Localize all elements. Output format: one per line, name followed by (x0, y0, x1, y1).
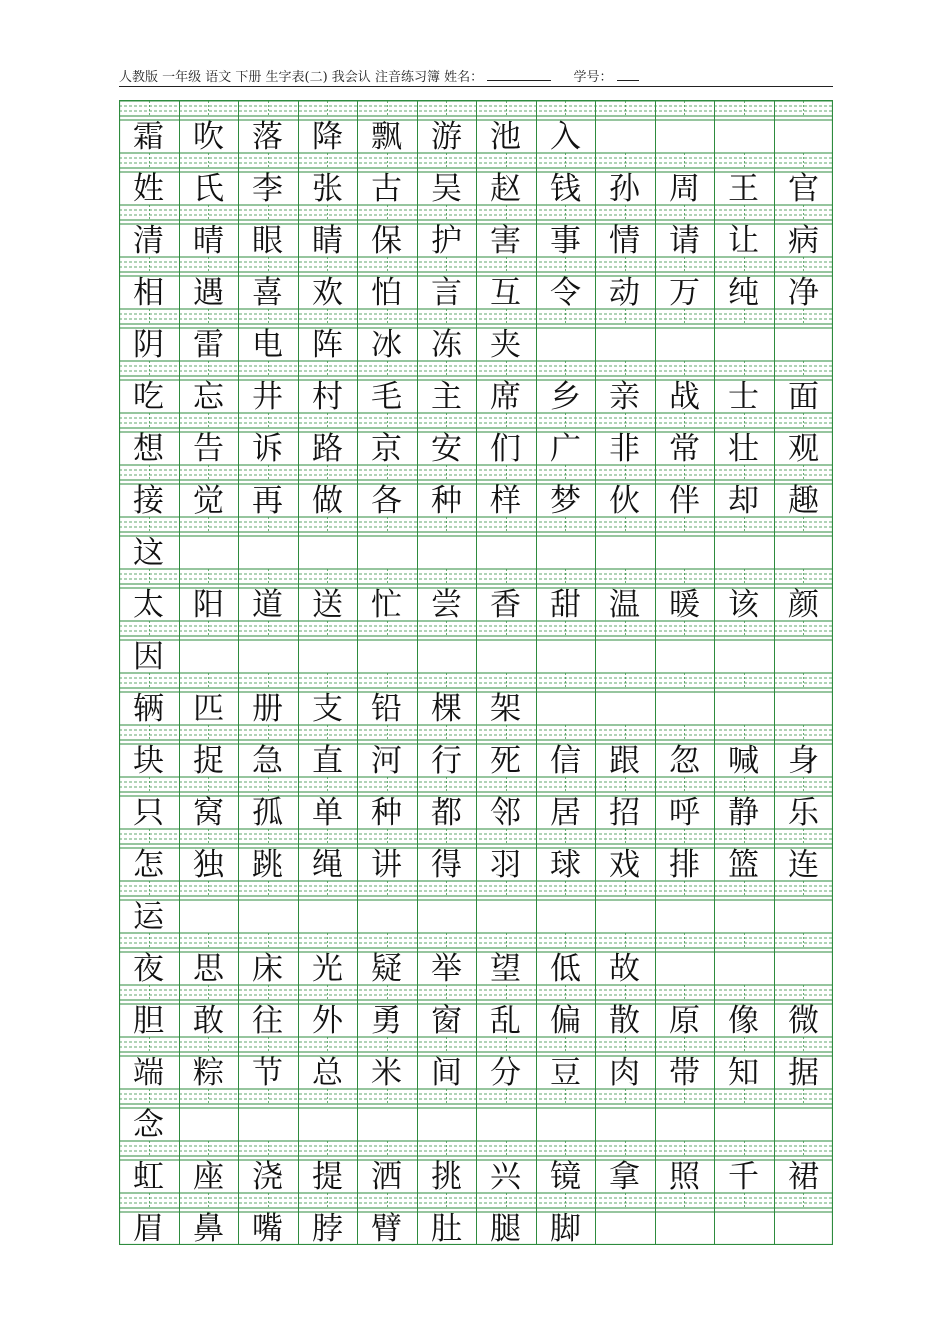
hanzi-character: 暖 (669, 587, 700, 623)
hanzi-character: 肉 (609, 1055, 640, 1091)
hanzi-character: 散 (609, 1003, 640, 1039)
hanzi-character: 面 (788, 379, 819, 415)
hanzi-character: 相 (133, 275, 164, 311)
character-row (119, 880, 833, 935)
hanzi-character: 招 (609, 795, 640, 831)
hanzi-character: 居 (550, 795, 581, 831)
hanzi-character: 敢 (193, 1003, 224, 1039)
hanzi-character: 架 (490, 691, 521, 727)
hanzi-character: 浇 (252, 1159, 283, 1195)
hanzi-character: 情 (609, 223, 640, 259)
hanzi-character: 照 (669, 1159, 700, 1195)
hanzi-character: 捉 (193, 743, 224, 779)
character-row (119, 360, 833, 415)
hanzi-character: 阴 (133, 327, 164, 363)
hanzi-character: 床 (252, 951, 283, 987)
hanzi-character: 接 (133, 483, 164, 519)
hanzi-character: 往 (252, 1003, 283, 1039)
hanzi-character: 席 (490, 379, 521, 415)
hanzi-character: 毛 (371, 379, 402, 415)
hanzi-character: 都 (431, 795, 462, 831)
number-blank (617, 67, 639, 81)
hanzi-character: 知 (728, 1055, 759, 1091)
hanzi-character: 辆 (133, 691, 164, 727)
hanzi-character: 阳 (193, 587, 224, 623)
hanzi-character: 绳 (312, 847, 343, 883)
hanzi-character: 运 (133, 899, 164, 935)
hanzi-character: 虹 (133, 1159, 164, 1195)
hanzi-character: 井 (252, 379, 283, 415)
hanzi-character: 却 (728, 483, 759, 519)
hanzi-character: 像 (728, 1003, 759, 1039)
hanzi-character: 镜 (550, 1159, 581, 1195)
hanzi-character: 死 (490, 743, 521, 779)
hanzi-character: 夜 (133, 951, 164, 987)
header-rule (119, 86, 833, 87)
hanzi-character: 带 (669, 1055, 700, 1091)
hanzi-character: 伴 (669, 483, 700, 519)
hanzi-character: 低 (550, 951, 581, 987)
hanzi-character: 种 (371, 795, 402, 831)
hanzi-character: 忘 (193, 379, 224, 415)
hanzi-character: 腿 (490, 1211, 521, 1247)
hanzi-character: 急 (252, 743, 283, 779)
hanzi-character: 鼻 (193, 1211, 224, 1247)
hanzi-character: 棵 (431, 691, 462, 727)
hanzi-character: 晴 (193, 223, 224, 259)
hanzi-character: 铅 (371, 691, 402, 727)
worksheet-header (119, 66, 833, 86)
hanzi-character: 讲 (371, 847, 402, 883)
hanzi-character: 这 (133, 535, 164, 571)
hanzi-character: 壮 (728, 431, 759, 467)
hanzi-character: 嘴 (252, 1211, 283, 1247)
hanzi-character: 保 (371, 223, 402, 259)
hanzi-character: 欢 (312, 275, 343, 311)
hanzi-character: 窗 (431, 1003, 462, 1039)
hanzi-character: 告 (193, 431, 224, 467)
hanzi-character: 眉 (133, 1211, 164, 1247)
hanzi-character: 冻 (431, 327, 462, 363)
hanzi-character: 霜 (133, 119, 164, 155)
hanzi-character: 兴 (490, 1159, 521, 1195)
hanzi-character: 思 (193, 951, 224, 987)
hanzi-character: 册 (252, 691, 283, 727)
hanzi-character: 净 (788, 275, 819, 311)
hanzi-character: 河 (371, 743, 402, 779)
hanzi-character: 乡 (550, 379, 581, 415)
hanzi-character: 因 (133, 639, 164, 675)
hanzi-character: 球 (550, 847, 581, 883)
hanzi-character: 送 (312, 587, 343, 623)
hanzi-character: 村 (312, 379, 343, 415)
character-row (119, 672, 833, 727)
name-blank (487, 67, 551, 81)
number-label: 学号： (573, 70, 613, 85)
hanzi-character: 钱 (550, 171, 581, 207)
hanzi-character: 吹 (193, 119, 224, 155)
hanzi-character: 据 (788, 1055, 819, 1091)
hanzi-character: 故 (609, 951, 640, 987)
hanzi-character: 怕 (371, 275, 402, 311)
hanzi-character: 颜 (788, 587, 819, 623)
hanzi-character: 勇 (371, 1003, 402, 1039)
hanzi-character: 羽 (490, 847, 521, 883)
character-row (119, 1036, 833, 1091)
hanzi-character: 太 (133, 587, 164, 623)
hanzi-character: 飘 (371, 119, 402, 155)
character-row (119, 100, 833, 155)
hanzi-character: 独 (193, 847, 224, 883)
hanzi-character: 总 (312, 1055, 343, 1091)
hanzi-character: 挑 (431, 1159, 462, 1195)
hanzi-character: 病 (788, 223, 819, 259)
hanzi-character: 微 (788, 1003, 819, 1039)
pinyin-practice-grid (119, 100, 833, 1245)
hanzi-character: 篮 (728, 847, 759, 883)
hanzi-character: 邻 (490, 795, 521, 831)
name-label: 姓名： (444, 70, 484, 85)
hanzi-character: 分 (490, 1055, 521, 1091)
hanzi-character: 趣 (788, 483, 819, 519)
worksheet-title: 人教版 一年级 语文 下册 生字表(二) 我会认 注音练习簿 (119, 70, 440, 85)
hanzi-character: 外 (312, 1003, 343, 1039)
character-row (119, 464, 833, 519)
hanzi-character: 赵 (490, 171, 521, 207)
hanzi-character: 姓 (133, 171, 164, 207)
hanzi-character: 主 (431, 379, 462, 415)
hanzi-character: 请 (669, 223, 700, 259)
hanzi-character: 池 (490, 119, 521, 155)
hanzi-character: 孤 (252, 795, 283, 831)
hanzi-character: 清 (133, 223, 164, 259)
hanzi-character: 伙 (609, 483, 640, 519)
hanzi-character: 念 (133, 1107, 164, 1143)
hanzi-character: 该 (728, 587, 759, 623)
hanzi-character: 常 (669, 431, 700, 467)
hanzi-character: 单 (312, 795, 343, 831)
hanzi-character: 样 (490, 483, 521, 519)
hanzi-character: 广 (550, 431, 581, 467)
hanzi-character: 静 (728, 795, 759, 831)
hanzi-character: 脚 (550, 1211, 581, 1247)
hanzi-character: 乱 (490, 1003, 521, 1039)
hanzi-character: 王 (728, 171, 759, 207)
hanzi-character: 落 (252, 119, 283, 155)
hanzi-character: 夹 (490, 327, 521, 363)
hanzi-character: 游 (431, 119, 462, 155)
character-row (119, 152, 833, 207)
hanzi-character: 互 (490, 275, 521, 311)
hanzi-character: 万 (669, 275, 700, 311)
hanzi-character: 周 (669, 171, 700, 207)
hanzi-character: 拿 (609, 1159, 640, 1195)
hanzi-character: 降 (312, 119, 343, 155)
hanzi-character: 诉 (252, 431, 283, 467)
hanzi-character: 跳 (252, 847, 283, 883)
hanzi-character: 入 (550, 119, 581, 155)
hanzi-character: 李 (252, 171, 283, 207)
hanzi-character: 亲 (609, 379, 640, 415)
character-row (119, 984, 833, 1039)
hanzi-character: 举 (431, 951, 462, 987)
character-row (119, 516, 833, 571)
character-row (119, 256, 833, 311)
hanzi-character: 千 (728, 1159, 759, 1195)
character-row (119, 828, 833, 883)
hanzi-character: 喊 (728, 743, 759, 779)
hanzi-character: 怎 (133, 847, 164, 883)
hanzi-character: 害 (490, 223, 521, 259)
character-row (119, 1140, 833, 1195)
character-row (119, 308, 833, 363)
hanzi-character: 提 (312, 1159, 343, 1195)
hanzi-character: 香 (490, 587, 521, 623)
character-row (119, 568, 833, 623)
hanzi-character: 们 (490, 431, 521, 467)
hanzi-character: 路 (312, 431, 343, 467)
hanzi-character: 安 (431, 431, 462, 467)
hanzi-character: 胆 (133, 1003, 164, 1039)
hanzi-character: 戏 (609, 847, 640, 883)
hanzi-character: 忙 (371, 587, 402, 623)
hanzi-character: 直 (312, 743, 343, 779)
hanzi-character: 观 (788, 431, 819, 467)
character-row (119, 620, 833, 675)
hanzi-character: 官 (788, 171, 819, 207)
hanzi-character: 让 (728, 223, 759, 259)
hanzi-character: 温 (609, 587, 640, 623)
character-row (119, 1088, 833, 1143)
hanzi-character: 喜 (252, 275, 283, 311)
hanzi-character: 护 (431, 223, 462, 259)
hanzi-character: 匹 (193, 691, 224, 727)
hanzi-character: 梦 (550, 483, 581, 519)
character-row (119, 776, 833, 831)
hanzi-character: 脖 (312, 1211, 343, 1247)
hanzi-character: 支 (312, 691, 343, 727)
hanzi-character: 吃 (133, 379, 164, 415)
hanzi-character: 行 (431, 743, 462, 779)
hanzi-character: 遇 (193, 275, 224, 311)
hanzi-character: 间 (431, 1055, 462, 1091)
hanzi-character: 做 (312, 483, 343, 519)
hanzi-character: 战 (669, 379, 700, 415)
hanzi-character: 块 (133, 743, 164, 779)
hanzi-character: 令 (550, 275, 581, 311)
hanzi-character: 士 (728, 379, 759, 415)
hanzi-character: 得 (431, 847, 462, 883)
hanzi-character: 张 (312, 171, 343, 207)
hanzi-character: 再 (252, 483, 283, 519)
hanzi-character: 光 (312, 951, 343, 987)
hanzi-character: 端 (133, 1055, 164, 1091)
hanzi-character: 觉 (193, 483, 224, 519)
hanzi-character: 道 (252, 587, 283, 623)
hanzi-character: 睛 (312, 223, 343, 259)
hanzi-character: 非 (609, 431, 640, 467)
hanzi-character: 种 (431, 483, 462, 519)
hanzi-character: 信 (550, 743, 581, 779)
hanzi-character: 裙 (788, 1159, 819, 1195)
hanzi-character: 甜 (550, 587, 581, 623)
hanzi-character: 身 (788, 743, 819, 779)
hanzi-character: 乐 (788, 795, 819, 831)
hanzi-character: 偏 (550, 1003, 581, 1039)
hanzi-character: 跟 (609, 743, 640, 779)
hanzi-character: 窝 (193, 795, 224, 831)
hanzi-character: 忽 (669, 743, 700, 779)
hanzi-character: 动 (609, 275, 640, 311)
character-row (119, 204, 833, 259)
hanzi-character: 电 (252, 327, 283, 363)
hanzi-character: 原 (669, 1003, 700, 1039)
hanzi-character: 言 (431, 275, 462, 311)
hanzi-character: 冰 (371, 327, 402, 363)
hanzi-character: 洒 (371, 1159, 402, 1195)
hanzi-character: 望 (490, 951, 521, 987)
character-row (119, 1192, 833, 1247)
hanzi-character: 氏 (193, 171, 224, 207)
hanzi-character: 排 (669, 847, 700, 883)
hanzi-character: 雷 (193, 327, 224, 363)
hanzi-character: 纯 (728, 275, 759, 311)
hanzi-character: 呼 (669, 795, 700, 831)
character-row (119, 932, 833, 987)
hanzi-character: 吴 (431, 171, 462, 207)
hanzi-character: 米 (371, 1055, 402, 1091)
hanzi-character: 孙 (609, 171, 640, 207)
hanzi-character: 眼 (252, 223, 283, 259)
hanzi-character: 只 (133, 795, 164, 831)
hanzi-character: 京 (371, 431, 402, 467)
hanzi-character: 事 (550, 223, 581, 259)
character-row (119, 724, 833, 779)
character-row (119, 412, 833, 467)
hanzi-character: 想 (133, 431, 164, 467)
hanzi-character: 粽 (193, 1055, 224, 1091)
hanzi-character: 连 (788, 847, 819, 883)
hanzi-character: 节 (252, 1055, 283, 1091)
hanzi-character: 阵 (312, 327, 343, 363)
hanzi-character: 古 (371, 171, 402, 207)
hanzi-character: 疑 (371, 951, 402, 987)
hanzi-character: 座 (193, 1159, 224, 1195)
hanzi-character: 臂 (371, 1211, 402, 1247)
hanzi-character: 各 (371, 483, 402, 519)
hanzi-character: 豆 (550, 1055, 581, 1091)
hanzi-character: 尝 (431, 587, 462, 623)
hanzi-character: 肚 (431, 1211, 462, 1247)
